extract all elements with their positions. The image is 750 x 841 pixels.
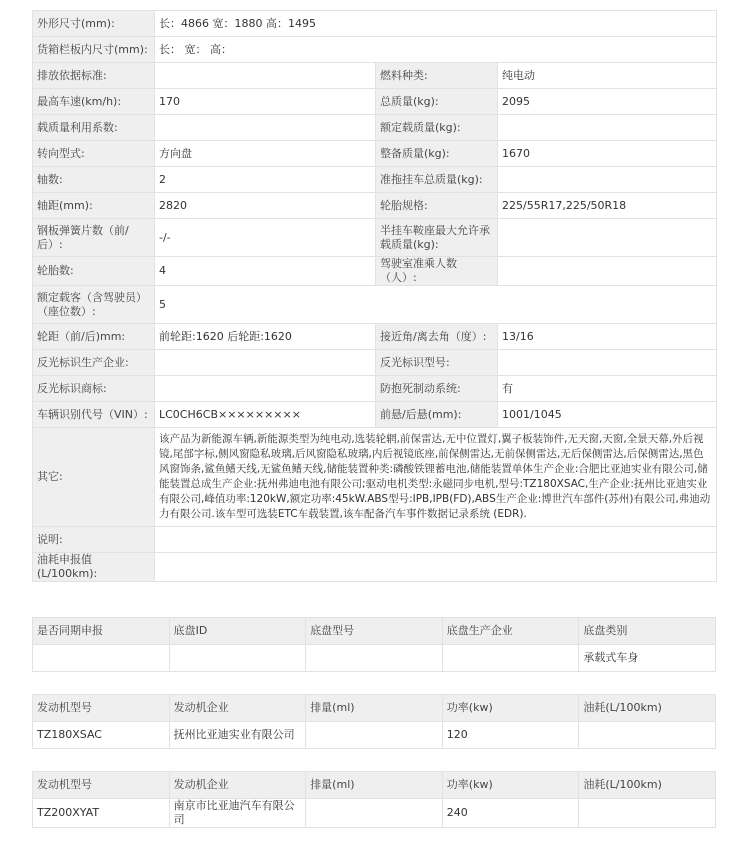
param-label: 说明: xyxy=(33,527,155,553)
param-label: 轮胎数: xyxy=(33,257,155,286)
param-value xyxy=(498,167,717,193)
param-label: 燃料种类: xyxy=(376,63,498,89)
param-value xyxy=(155,527,717,553)
param-value: 有 xyxy=(498,376,717,402)
engine-model-cell: TZ200XYAT xyxy=(33,799,170,828)
engine-power-cell: 240 xyxy=(442,799,579,828)
table-row xyxy=(33,11,717,37)
param-label: 整备质量(kg): xyxy=(376,141,498,167)
param-label: 货箱栏板内尺寸(mm): xyxy=(33,37,155,63)
table-row xyxy=(33,553,717,582)
param-label: 驾驶室准乘人数（人）: xyxy=(376,257,498,286)
chassis-header-row xyxy=(33,618,716,645)
chassis-header-cell: 是否同期申报 xyxy=(33,618,170,645)
param-label: 外形尺寸(mm): xyxy=(33,11,155,37)
table-row xyxy=(33,167,717,193)
param-value: 5 xyxy=(155,286,717,324)
param-label: 防抱死制动系统: xyxy=(376,376,498,402)
table-row xyxy=(33,428,717,527)
chassis-cell xyxy=(306,645,443,672)
table-row xyxy=(33,402,717,428)
engine-header-row xyxy=(33,772,716,799)
engine-header-row xyxy=(33,695,716,722)
chassis-cell: 承载式车身 xyxy=(579,645,716,672)
param-label: 其它: xyxy=(33,428,155,527)
table-row xyxy=(33,286,717,324)
param-label: 排放依据标准: xyxy=(33,63,155,89)
engine-consumption-cell xyxy=(579,799,716,828)
param-value: 1001/1045 xyxy=(498,402,717,428)
engine-table xyxy=(32,694,716,749)
param-value: 2 xyxy=(155,167,376,193)
param-label: 轴数: xyxy=(33,167,155,193)
engine-table xyxy=(32,771,716,828)
engine-header-cell: 油耗(L/100km) xyxy=(579,695,716,722)
table-row xyxy=(33,350,717,376)
engine-header-cell: 发动机企业 xyxy=(169,695,306,722)
param-value: 4 xyxy=(155,257,376,286)
chassis-header-cell: 底盘ID xyxy=(169,618,306,645)
engine-displacement-cell xyxy=(306,799,443,828)
engine-consumption-cell xyxy=(579,722,716,749)
table-row xyxy=(33,376,717,402)
param-value: 前轮距:1620 后轮距:1620 xyxy=(155,324,376,350)
chassis-cell xyxy=(442,645,579,672)
param-label: 反光标识型号: xyxy=(376,350,498,376)
param-value: 长： 宽： 高： xyxy=(155,37,717,63)
param-label: 反光标识商标: xyxy=(33,376,155,402)
table-row xyxy=(33,141,717,167)
param-label: 钢板弹簧片数（前/后）: xyxy=(33,219,155,257)
param-value xyxy=(155,553,717,582)
param-label: 轮胎规格: xyxy=(376,193,498,219)
param-label: 油耗申报值(L/100km): xyxy=(33,553,155,582)
chassis-cell xyxy=(169,645,306,672)
table-row xyxy=(33,645,716,672)
param-value xyxy=(155,115,376,141)
engine-company-cell: 抚州比亚迪实业有限公司 xyxy=(169,722,306,749)
engine-power-cell: 120 xyxy=(442,722,579,749)
param-value: 方向盘 xyxy=(155,141,376,167)
engine-header-cell: 发动机企业 xyxy=(169,772,306,799)
param-value: 2095 xyxy=(498,89,717,115)
chassis-table xyxy=(32,617,716,672)
engine-header-cell: 油耗(L/100km) xyxy=(579,772,716,799)
param-label: 轴距(mm): xyxy=(33,193,155,219)
engine-header-cell: 功率(kw) xyxy=(442,695,579,722)
engine-displacement-cell xyxy=(306,722,443,749)
table-row xyxy=(33,219,717,257)
engine-header-cell: 发动机型号 xyxy=(33,695,170,722)
param-value: 225/55R17,225/50R18 xyxy=(498,193,717,219)
table-row xyxy=(33,527,717,553)
param-value xyxy=(498,219,717,257)
param-label: 半挂车鞍座最大允许承载质量(kg): xyxy=(376,219,498,257)
chassis-cell xyxy=(33,645,170,672)
table-row xyxy=(33,115,717,141)
other-notes-text: 该产品为新能源车辆,新能源类型为纯电动,选装轮辋,前保雷达,无中位置灯,翼子板装饰件,无天窗,天窗,全景天幕,外后视镜,尾部字标,侧风窗隐私玻璃,后风窗隐私玻璃,内后视镜底座,前保侧雷达,无前保侧雷达,无后保侧雷达,后保侧雷达,黑色风窗饰条,鲨鱼鳍天线,无鲨鱼鳍天线,储能装置种类:磷酸铁锂蓄电池,储能装置单体生产企业:合肥比亚迪实业有限公司,储能装置总成生产企业:抚州弗迪电池有限公司;驱动电机类型:永磁同步电机,型号:TZ180XSAC,生产企业:抚州比亚迪实业有限公司,峰值功率:120kW,额定功率:45kW.ABS型号:IPB,IPB(FD),ABS生产企业:博世汽车部件(苏州)有限公司,弗迪动力有限公司.该车型可选装ETC车载装置,该车配备汽车事件数据记录系统 (EDR). xyxy=(155,428,717,527)
param-value xyxy=(155,63,376,89)
param-value: 170 xyxy=(155,89,376,115)
table-row xyxy=(33,193,717,219)
param-label: 额定载客（含驾驶员）（座位数）: xyxy=(33,286,155,324)
param-label: 最高车速(km/h): xyxy=(33,89,155,115)
table-row xyxy=(33,63,717,89)
table-row xyxy=(33,799,716,828)
param-value: 1670 xyxy=(498,141,717,167)
param-value xyxy=(498,350,717,376)
table-row xyxy=(33,89,717,115)
chassis-header-cell: 底盘型号 xyxy=(306,618,443,645)
param-value: 长：4866 宽：1880 高：1495 xyxy=(155,11,717,37)
chassis-header-cell: 底盘生产企业 xyxy=(442,618,579,645)
param-label: 转向型式: xyxy=(33,141,155,167)
param-value: 2820 xyxy=(155,193,376,219)
engine-header-cell: 功率(kw) xyxy=(442,772,579,799)
param-label: 额定载质量(kg): xyxy=(376,115,498,141)
param-label: 轮距（前/后)mm: xyxy=(33,324,155,350)
param-value xyxy=(498,257,717,286)
param-value: 纯电动 xyxy=(498,63,717,89)
param-label: 车辆识别代号（VIN）: xyxy=(33,402,155,428)
table-row xyxy=(33,37,717,63)
engine-header-cell: 排量(ml) xyxy=(306,695,443,722)
vehicle-parameters-table xyxy=(32,10,717,582)
param-value xyxy=(155,350,376,376)
param-label: 前悬/后悬(mm): xyxy=(376,402,498,428)
param-value: 13/16 xyxy=(498,324,717,350)
param-value xyxy=(498,115,717,141)
engine-model-cell: TZ180XSAC xyxy=(33,722,170,749)
param-label: 反光标识生产企业: xyxy=(33,350,155,376)
param-label: 准拖挂车总质量(kg): xyxy=(376,167,498,193)
chassis-header-cell: 底盘类别 xyxy=(579,618,716,645)
param-value: LC0CH6CB××××××××× xyxy=(155,402,376,428)
param-label: 接近角/离去角（度）: xyxy=(376,324,498,350)
engine-header-cell: 发动机型号 xyxy=(33,772,170,799)
table-row xyxy=(33,257,717,286)
engine-company-cell: 南京市比亚迪汽车有限公司 xyxy=(169,799,306,828)
param-value: -/- xyxy=(155,219,376,257)
engine-header-cell: 排量(ml) xyxy=(306,772,443,799)
table-row xyxy=(33,324,717,350)
param-label: 载质量利用系数: xyxy=(33,115,155,141)
param-label: 总质量(kg): xyxy=(376,89,498,115)
table-row xyxy=(33,722,716,749)
param-value xyxy=(155,376,376,402)
